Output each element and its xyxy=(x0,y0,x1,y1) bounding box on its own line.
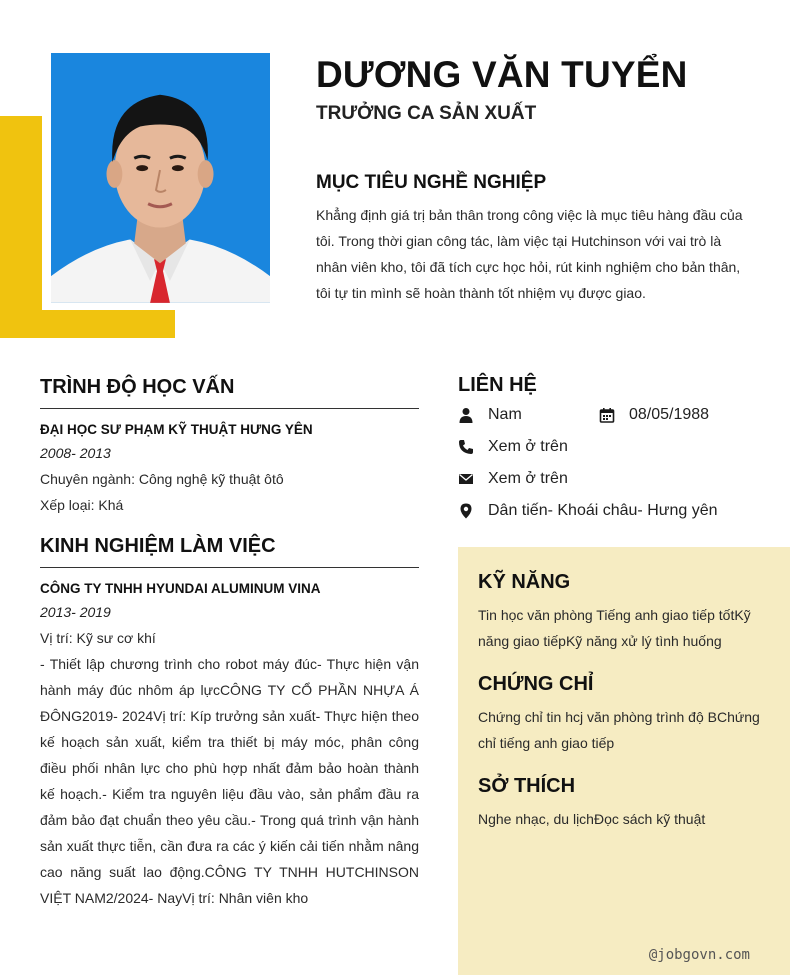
company-name: CÔNG TY TNHH HYUNDAI ALUMINUM VINA xyxy=(40,581,321,596)
education-major: Chuyên ngành: Công nghệ kỹ thuật ôtô xyxy=(40,471,284,487)
education-period: 2008- 2013 xyxy=(40,445,111,461)
experience-divider xyxy=(40,567,419,568)
contact-email xyxy=(458,470,568,488)
contact-address xyxy=(458,502,718,520)
person-icon xyxy=(458,407,474,423)
profile-photo xyxy=(50,52,271,304)
contact-phone xyxy=(458,438,568,456)
location-pin-icon xyxy=(458,503,474,519)
gender-value: Nam xyxy=(488,406,522,423)
calendar-icon xyxy=(599,407,615,423)
school-name: ĐẠI HỌC SƯ PHẠM KỸ THUẬT HƯNG YÊN xyxy=(40,422,313,437)
candidate-role: TRƯỞNG CA SẢN XUẤT xyxy=(316,103,537,124)
phone-icon xyxy=(458,439,474,455)
experience-heading: KINH NGHIỆM LÀM VIỆC xyxy=(40,535,276,557)
mail-icon xyxy=(458,471,474,487)
certificates-text: Chứng chỉ tin hcj văn phòng trình độ BChứng chỉ tiếng anh giao tiếp xyxy=(478,709,760,751)
education-grade: Xếp loại: Khá xyxy=(40,497,124,513)
address-value: Dân tiến- Khoái châu- Hưng yên xyxy=(488,502,718,519)
contact-birthday xyxy=(599,406,709,424)
email-value: Xem ở trên xyxy=(488,470,568,487)
accent-bar-vertical xyxy=(0,116,42,338)
accent-bar-horizontal xyxy=(0,310,175,338)
education-divider xyxy=(40,408,419,409)
skills-panel xyxy=(458,547,790,975)
hobbies-text: Nghe nhạc, du lịchĐọc sách kỹ thuật xyxy=(478,811,706,827)
skills-text: Tin học văn phòng Tiếng anh giao tiếp tốtKỹ năng giao tiếpKỹ năng xử lý tình huống xyxy=(478,607,751,649)
education-section xyxy=(40,420,419,518)
phone-value: Xem ở trên xyxy=(488,438,568,455)
experience-position: Vị trí: Kỹ sư cơ khí xyxy=(40,630,156,646)
certificates-heading: CHỨNG CHỈ xyxy=(478,673,594,695)
watermark: @jobgovn.com xyxy=(648,947,750,963)
hobbies-heading: SỞ THÍCH xyxy=(478,775,576,797)
objective-heading: MỤC TIÊU NGHỀ NGHIỆP xyxy=(316,172,547,193)
objective-text: Khẳng định giá trị bản thân trong công việc là mục tiêu hàng đầu của tôi. Trong thời gian công tác, làm việc tại Hutchinson với vai trò là nhân viên kho, tôi đã tích cực học hỏi, rút kinh nghiệm cho bản thân, tôi tự tin mình sẽ hoàn thành tốt nhiệm vụ được giao. xyxy=(316,207,743,301)
experience-description: - Thiết lập chương trình cho robot máy đúc- Thực hiện vận hành máy đúc nhôm áp lựcCÔNG TY CỔ PHẦN NHỰA Á ĐÔNG2019- 2024Vị trí: Kíp trưởng sản xuất- Thực hiện theo kế hoạch sản xuất, kiểm tra thiết bị máy móc, phân công điều phối nhân lực cho phù hợp nhất đảm bảo hoàn thành kế hoạch.- Kiểm tra nguyên liệu đầu vào, sản phẩm đầu ra đảm bảo đạt chuẩn theo yêu cầu.- Trong quá trình vận hành sản xuất thực tiễn, cần đưa ra các ý kiến cải tiến nhằm nâng cao năng suất lao động.CÔNG TY TNHH HUTCHINSON VIỆT NAM2/2024- NayVị trí: Nhân viên kho xyxy=(40,656,419,906)
candidate-name: DƯƠNG VĂN TUYỂN xyxy=(316,54,688,95)
experience-section xyxy=(40,579,419,911)
birthday-value: 08/05/1988 xyxy=(629,406,710,423)
contact-heading: LIÊN HỆ xyxy=(458,374,537,396)
contact-gender xyxy=(458,406,522,424)
skills-heading: KỸ NĂNG xyxy=(478,571,571,593)
experience-period: 2013- 2019 xyxy=(40,604,111,620)
education-heading: TRÌNH ĐỘ HỌC VẤN xyxy=(40,376,235,398)
